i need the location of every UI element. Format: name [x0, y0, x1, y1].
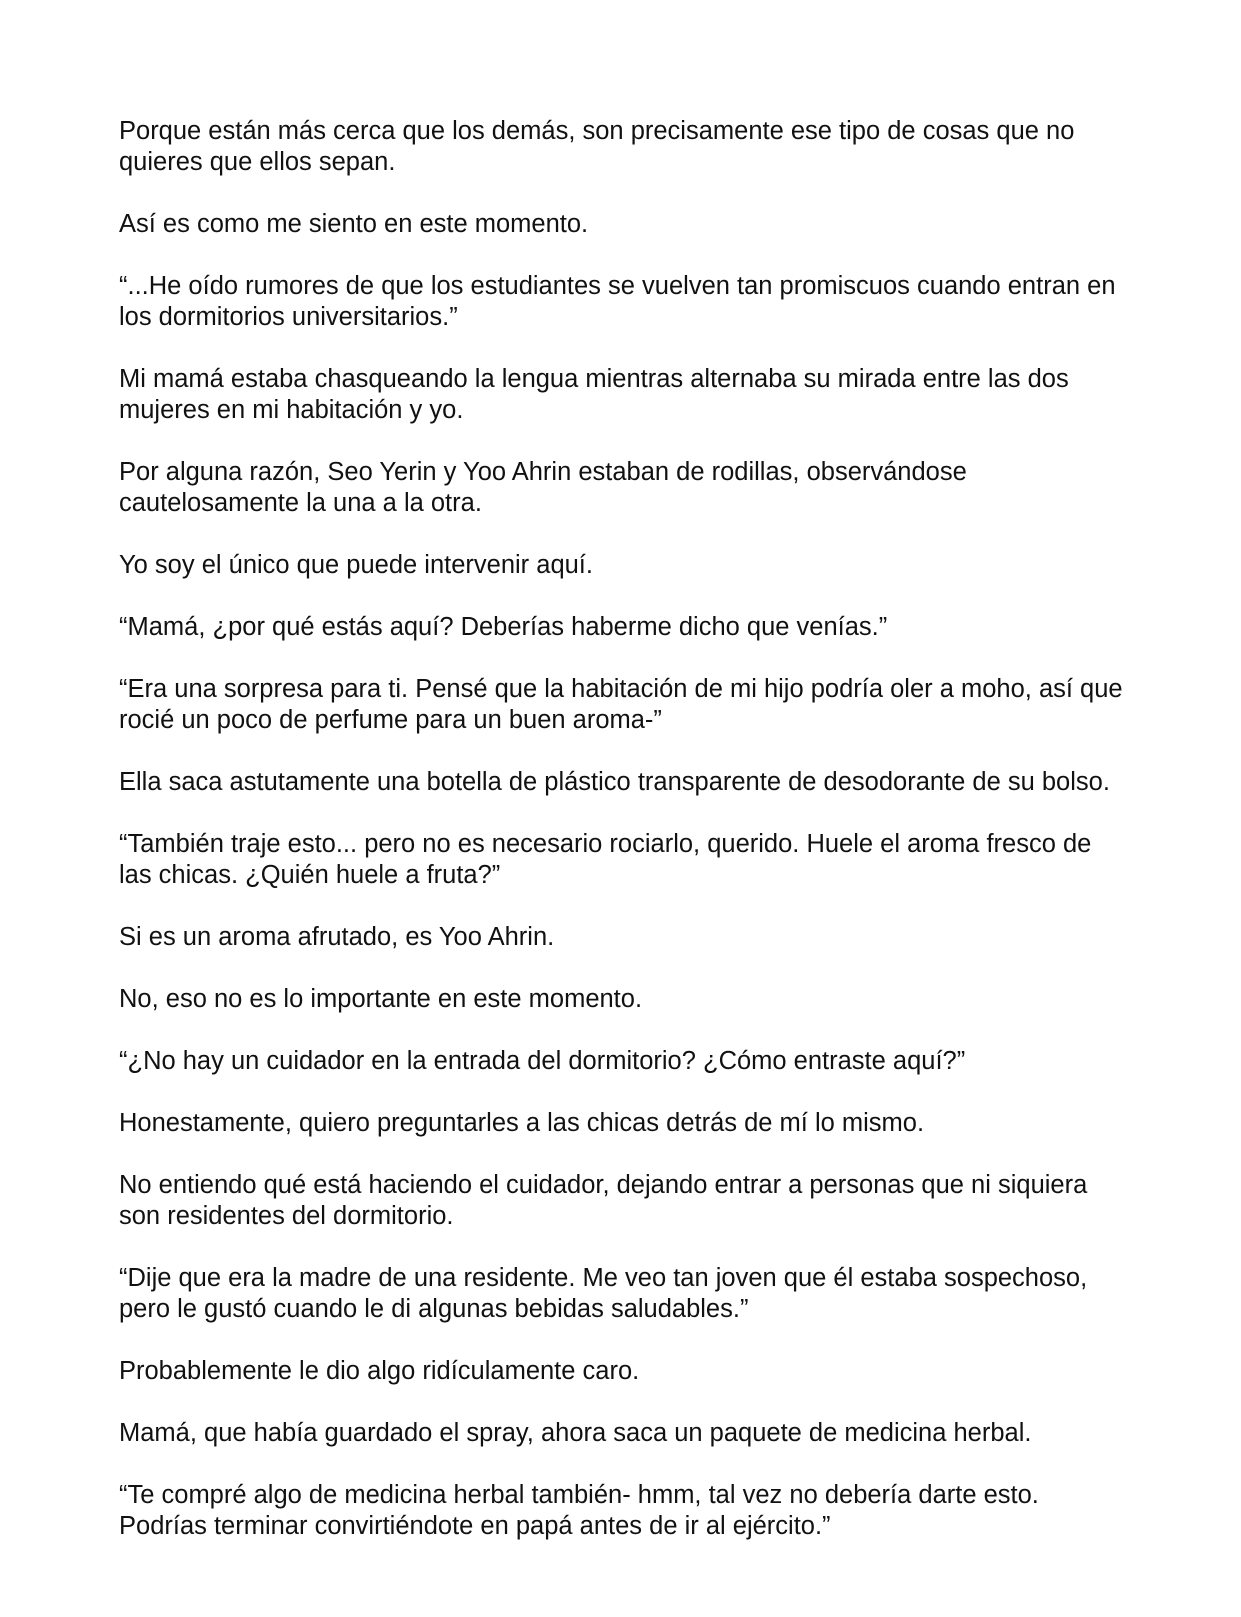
paragraph: “Dije que era la madre de una residente. Me veo tan joven que él estaba sospechoso, pero le gustó cuando le di algunas bebidas saludables.”: [119, 1264, 1088, 1323]
paragraph: Honestamente, quiero preguntarles a las chicas detrás de mí lo mismo.: [119, 1109, 925, 1137]
paragraph: Así es como me siento en este momento.: [119, 210, 589, 238]
paragraph: Yo soy el único que puede intervenir aquí.: [119, 551, 593, 579]
paragraph: “Mamá, ¿por qué estás aquí? Deberías haberme dicho que venías.”: [119, 613, 888, 641]
paragraph: “Era una sorpresa para ti. Pensé que la habitación de mi hijo podría oler a moho, así que rocié un poco de perfume para un buen aroma-”: [119, 675, 1123, 734]
paragraph: Si es un aroma afrutado, es Yoo Ahrin.: [119, 923, 555, 951]
paragraph: Ella saca astutamente una botella de plástico transparente de desodorante de su bolso.: [119, 768, 1110, 796]
paragraph: No entiendo qué está haciendo el cuidador, dejando entrar a personas que ni siquiera son residentes del dormitorio.: [119, 1171, 1088, 1230]
paragraph: No, eso no es lo importante en este momento.: [119, 985, 643, 1013]
paragraph: “También traje esto... pero no es necesario rociarlo, querido. Huele el aroma fresco de las chicas. ¿Quién huele a fruta?”: [119, 830, 1092, 889]
paragraph: “¿No hay un cuidador en la entrada del dormitorio? ¿Cómo entraste aquí?”: [119, 1047, 966, 1075]
paragraph: Probablemente le dio algo ridículamente caro.: [119, 1357, 640, 1385]
paragraph: Por alguna razón, Seo Yerin y Yoo Ahrin estaban de rodillas, observándose cautelosamente la una a la otra.: [119, 458, 967, 517]
paragraph: Porque están más cerca que los demás, son precisamente ese tipo de cosas que no quieres que ellos sepan.: [119, 117, 1075, 176]
paragraph: “Te compré algo de medicina herbal también- hmm, tal vez no debería darte esto. Podrías terminar convirtiéndote en papá antes de ir al ejército.”: [119, 1481, 1039, 1540]
paragraph: Mi mamá estaba chasqueando la lengua mientras alternaba su mirada entre las dos mujeres en mi habitación y yo.: [119, 365, 1069, 424]
document-body: [119, 116, 1129, 1573]
paragraph: “...He oído rumores de que los estudiantes se vuelven tan promiscuos cuando entran en los dormitorios universitarios.”: [119, 272, 1116, 331]
paragraph: Mamá, que había guardado el spray, ahora saca un paquete de medicina herbal.: [119, 1419, 1032, 1447]
